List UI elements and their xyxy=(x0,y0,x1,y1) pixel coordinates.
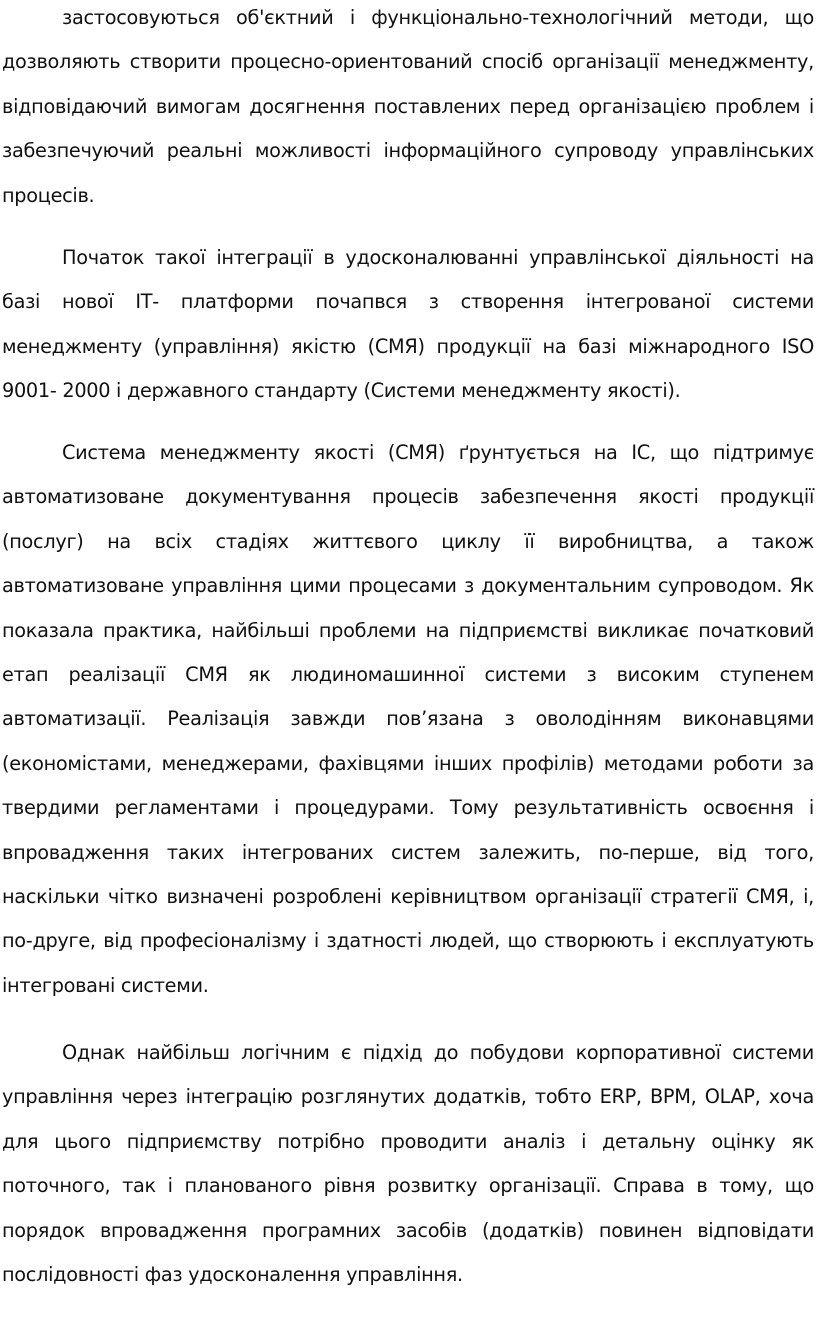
paragraph-4: Однак найбільш логічним є підхід до побудови корпоративної системи управління через інтеграцію розглянутих додатків, тобто ERP, BPM, OLAP, хоча для цього підприємству потрібно проводити аналіз і детальну оцінку як поточного, так і планованого рівня розвитку організації. Справа в тому, що порядок впровадження програмних засобів (додатків) повинен відповідати послідовності фаз удосконалення управління. xyxy=(2,1041,814,1287)
paragraph-1: застосовуються об'єктний і функціонально-технологічний методи, що дозволяють створити процесно-ориентований спосіб організації менеджменту, відповідаючий вимогам досягнення поставлених перед організацією проблем і забезпечуючий реальні можливості інформаційного супроводу управлінських процесів. xyxy=(2,6,814,207)
paragraph-3: Система менеджменту якості (СМЯ) ґрунтується на ІС, що підтримує автоматизоване документування процесів забезпечення якості продукції (послуг) на всіх стадіях життєвого циклу її виробництва, а також автоматизоване управління цими процесами з документальним супроводом. Як показала практика, найбільші проблеми на підприємстві викликає початковий етап реалізації СМЯ як людиномашинної системи з високим ступенем автоматизації. Реалізація завжди пов’язана з оволодінням виконавцями (економістами, менеджерами, фахівцями інших профілів) методами роботи за твердими регламентами і процедурами. Тому результативність освоєння і впровадження таких інтегрованих систем залежить, по-перше, від того, наскільки чітко визначені розроблені керівництвом організації стратегії СМЯ, і, по-друге, від професіоналізму і здатності людей, що створюють і експлуатують інтегровані системи. xyxy=(2,441,814,997)
paragraph-2: Початок такої інтеграції в удосконалюванні управлінської діяльності на базі нової ІТ- платформи почапвся з створення інтегрованої системи менеджменту (управління) якістю (СМЯ) продукції на базі міжнародного ISO 9001- 2000 і державного стандарту (Системи менеджменту якості). xyxy=(2,246,814,403)
